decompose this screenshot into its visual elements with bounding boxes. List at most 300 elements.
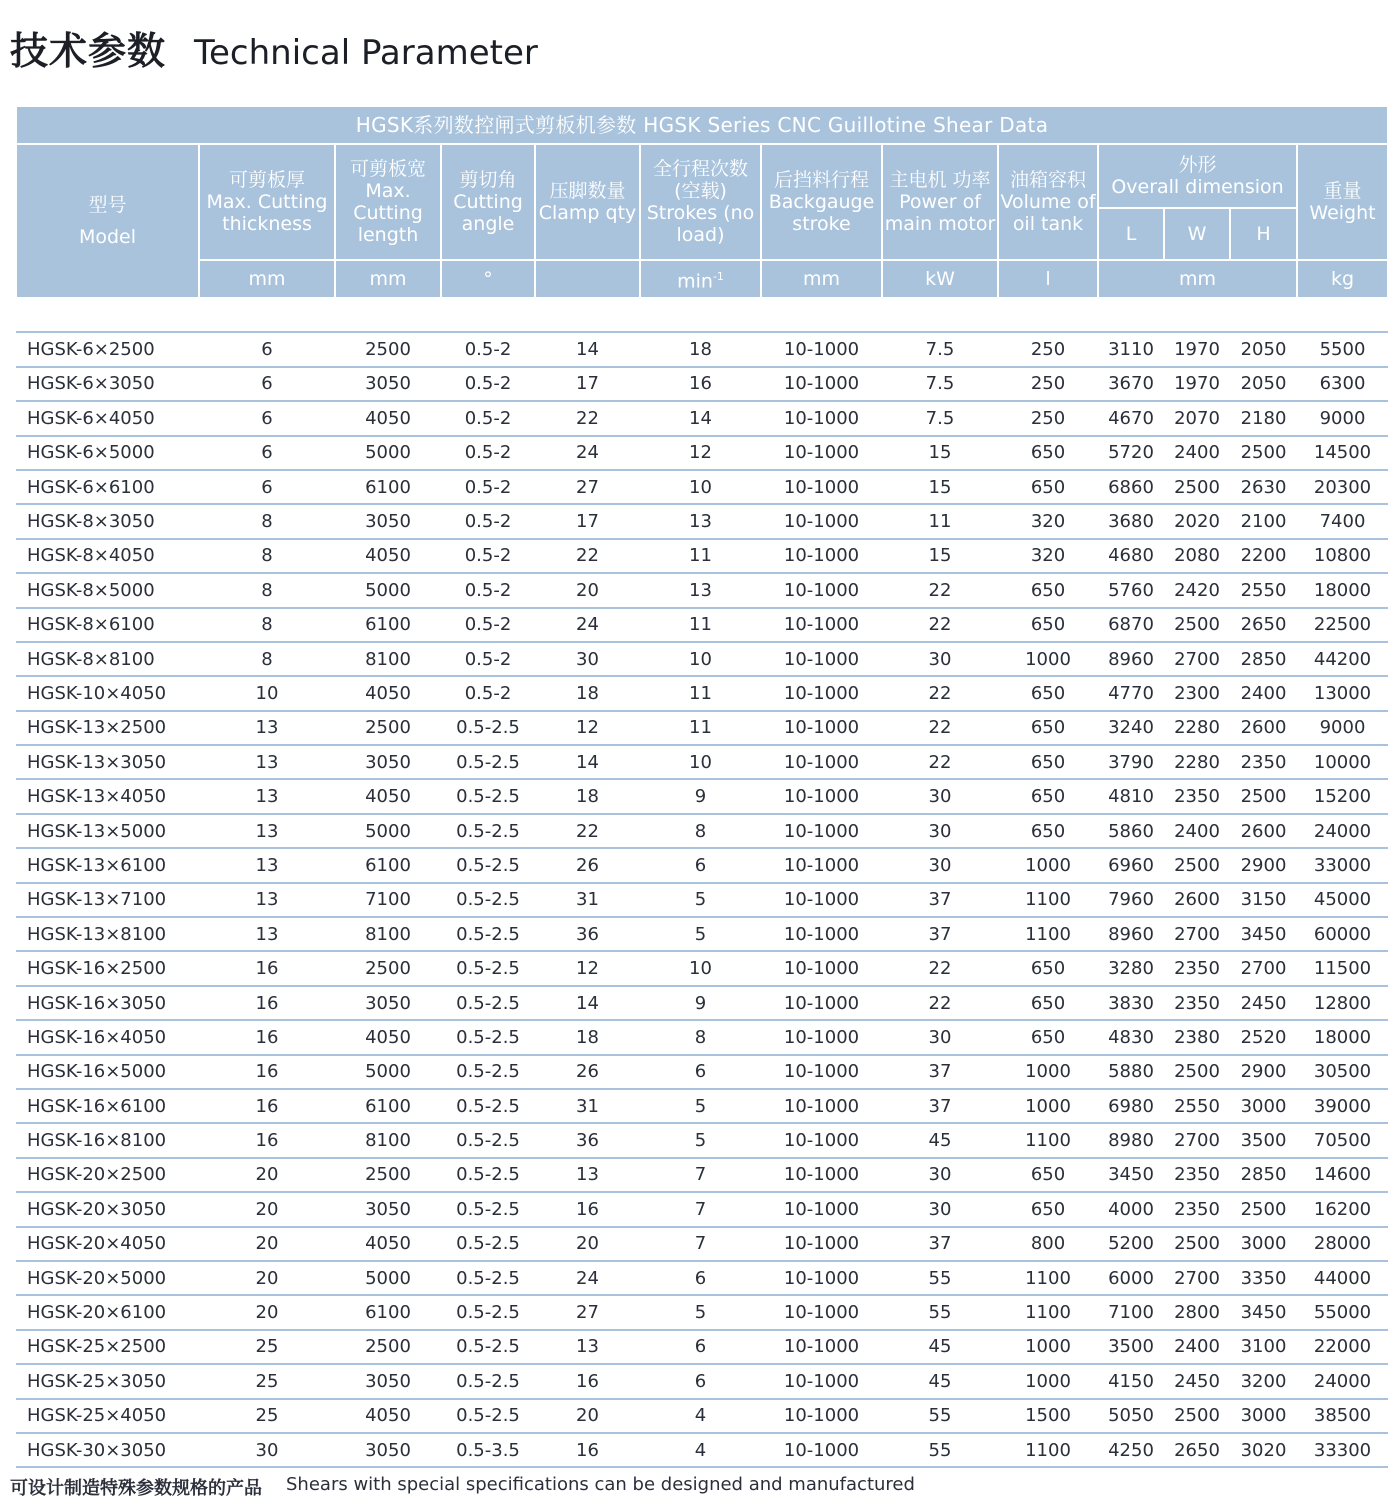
unit-weight: kg (1297, 260, 1388, 298)
cell-dim-w: 2400 (1164, 814, 1230, 848)
cell-length: 5000 (335, 1055, 441, 1089)
cell-power: 37 (882, 1089, 998, 1123)
cell-thickness: 16 (199, 1089, 335, 1123)
cell-strokes: 9 (640, 779, 761, 813)
cell-thickness: 13 (199, 917, 335, 951)
cell-dim-h: 3000 (1230, 1399, 1297, 1433)
cell-dim-l: 3240 (1098, 711, 1164, 745)
cell-volume: 650 (998, 745, 1098, 779)
cell-power: 37 (882, 917, 998, 951)
cell-volume: 1100 (998, 1433, 1098, 1467)
cell-dim-l: 5760 (1098, 573, 1164, 607)
cell-clamp: 18 (535, 1020, 640, 1054)
cell-weight: 9000 (1297, 401, 1388, 435)
cell-angle: 0.5-2.5 (441, 1227, 535, 1261)
cell-clamp: 22 (535, 539, 640, 573)
cell-model: HGSK-13×8100 (16, 917, 199, 951)
cell-power: 22 (882, 986, 998, 1020)
cell-length: 4050 (335, 1020, 441, 1054)
cell-strokes: 6 (640, 848, 761, 882)
cell-thickness: 8 (199, 504, 335, 538)
cell-dim-l: 3830 (1098, 986, 1164, 1020)
cell-dim-h: 3200 (1230, 1364, 1297, 1398)
header-length-cn: 可剪板宽 (349, 158, 426, 180)
header-volume-cn: 油箱容积 (1009, 169, 1086, 191)
cell-length: 2500 (335, 1330, 441, 1364)
table-row (16, 1089, 1388, 1123)
cell-dim-h: 2550 (1230, 573, 1297, 607)
cell-weight: 10000 (1297, 745, 1388, 779)
header-length (335, 144, 441, 260)
cell-dim-l: 6860 (1098, 470, 1164, 504)
cell-dim-w: 2500 (1164, 848, 1230, 882)
cell-thickness: 8 (199, 539, 335, 573)
cell-strokes: 6 (640, 1330, 761, 1364)
table-row (16, 1330, 1388, 1364)
cell-weight: 14600 (1297, 1158, 1388, 1192)
cell-dim-l: 6870 (1098, 608, 1164, 642)
cell-angle: 0.5-2.5 (441, 1364, 535, 1398)
header-dimension-cn: 外形 (1178, 154, 1217, 176)
cell-clamp: 36 (535, 917, 640, 951)
cell-power: 22 (882, 608, 998, 642)
cell-angle: 0.5-2.5 (441, 1295, 535, 1329)
cell-angle: 0.5-2 (441, 401, 535, 435)
cell-model: HGSK-16×6100 (16, 1089, 199, 1123)
cell-volume: 1000 (998, 1055, 1098, 1089)
header-thickness (199, 144, 335, 260)
cell-dim-w: 2500 (1164, 608, 1230, 642)
cell-strokes: 7 (640, 1158, 761, 1192)
cell-model: HGSK-16×8100 (16, 1123, 199, 1157)
cell-weight: 22000 (1297, 1330, 1388, 1364)
cell-volume: 1000 (998, 1089, 1098, 1123)
cell-strokes: 7 (640, 1227, 761, 1261)
cell-volume: 650 (998, 676, 1098, 710)
cell-power: 22 (882, 573, 998, 607)
cell-dim-l: 4810 (1098, 779, 1164, 813)
cell-angle: 0.5-2.5 (441, 1261, 535, 1295)
cell-backgauge: 10-1000 (761, 1330, 882, 1364)
cell-thickness: 16 (199, 951, 335, 985)
cell-dim-w: 2700 (1164, 642, 1230, 676)
cell-clamp: 14 (535, 745, 640, 779)
cell-weight: 33000 (1297, 848, 1388, 882)
unit-strokes-base: min (677, 270, 713, 293)
cell-backgauge: 10-1000 (761, 1192, 882, 1226)
cell-dim-w: 2600 (1164, 883, 1230, 917)
table-row (16, 951, 1388, 985)
cell-strokes: 5 (640, 1089, 761, 1123)
table-row (16, 1364, 1388, 1398)
cell-clamp: 16 (535, 1364, 640, 1398)
unit-strokes (640, 260, 761, 298)
table-row (16, 539, 1388, 573)
cell-backgauge: 10-1000 (761, 1020, 882, 1054)
cell-angle: 0.5-2.5 (441, 848, 535, 882)
cell-backgauge: 10-1000 (761, 917, 882, 951)
cell-strokes: 5 (640, 1123, 761, 1157)
table-row (16, 504, 1388, 538)
cell-weight: 24000 (1297, 814, 1388, 848)
cell-backgauge: 10-1000 (761, 1261, 882, 1295)
cell-clamp: 31 (535, 883, 640, 917)
header-angle (441, 144, 535, 260)
cell-dim-h: 2700 (1230, 951, 1297, 985)
cell-dim-h: 2600 (1230, 711, 1297, 745)
cell-backgauge: 10-1000 (761, 436, 882, 470)
cell-clamp: 24 (535, 1261, 640, 1295)
cell-length: 5000 (335, 573, 441, 607)
cell-power: 55 (882, 1399, 998, 1433)
header-dimension-w: W (1164, 208, 1230, 260)
cell-strokes: 7 (640, 1192, 761, 1226)
cell-power: 7.5 (882, 332, 998, 366)
cell-model: HGSK-20×6100 (16, 1295, 199, 1329)
table-row (16, 814, 1388, 848)
cell-dim-h: 2180 (1230, 401, 1297, 435)
cell-model: HGSK-16×2500 (16, 951, 199, 985)
cell-length: 2500 (335, 1158, 441, 1192)
cell-thickness: 13 (199, 745, 335, 779)
cell-dim-h: 3350 (1230, 1261, 1297, 1295)
cell-power: 37 (882, 883, 998, 917)
cell-dim-w: 2280 (1164, 745, 1230, 779)
cell-dim-h: 3450 (1230, 1295, 1297, 1329)
cell-thickness: 13 (199, 779, 335, 813)
table-row (16, 779, 1388, 813)
cell-weight: 45000 (1297, 883, 1388, 917)
cell-volume: 1500 (998, 1399, 1098, 1433)
table-row (16, 470, 1388, 504)
cell-weight: 12800 (1297, 986, 1388, 1020)
cell-length: 3050 (335, 1433, 441, 1467)
cell-angle: 0.5-2.5 (441, 1399, 535, 1433)
cell-thickness: 6 (199, 436, 335, 470)
header-dimension-en: Overall dimension (1111, 176, 1284, 198)
header-backgauge-en: Backgauge stroke (768, 191, 875, 235)
cell-strokes: 10 (640, 745, 761, 779)
cell-strokes: 5 (640, 883, 761, 917)
cell-weight: 18000 (1297, 573, 1388, 607)
cell-volume: 650 (998, 608, 1098, 642)
cell-dim-l: 3790 (1098, 745, 1164, 779)
cell-thickness: 13 (199, 814, 335, 848)
cell-thickness: 25 (199, 1330, 335, 1364)
table-row (16, 1192, 1388, 1226)
cell-dim-h: 2500 (1230, 1192, 1297, 1226)
cell-volume: 1100 (998, 1261, 1098, 1295)
cell-power: 30 (882, 814, 998, 848)
header-strokes (640, 144, 761, 260)
cell-dim-w: 2380 (1164, 1020, 1230, 1054)
cell-strokes: 5 (640, 1295, 761, 1329)
cell-backgauge: 10-1000 (761, 848, 882, 882)
cell-dim-w: 2450 (1164, 1364, 1230, 1398)
cell-length: 8100 (335, 1123, 441, 1157)
cell-model: HGSK-8×4050 (16, 539, 199, 573)
cell-dim-h: 2100 (1230, 504, 1297, 538)
cell-strokes: 16 (640, 367, 761, 401)
cell-thickness: 20 (199, 1295, 335, 1329)
header-strokes-cn: 全行程次数 (空载) (652, 158, 748, 202)
page-title (10, 20, 538, 72)
cell-strokes: 11 (640, 608, 761, 642)
cell-thickness: 6 (199, 470, 335, 504)
cell-strokes: 11 (640, 676, 761, 710)
cell-dim-w: 2700 (1164, 917, 1230, 951)
cell-dim-h: 2400 (1230, 676, 1297, 710)
cell-model: HGSK-8×6100 (16, 608, 199, 642)
cell-clamp: 20 (535, 1227, 640, 1261)
cell-angle: 0.5-2 (441, 436, 535, 470)
cell-dim-h: 2630 (1230, 470, 1297, 504)
cell-thickness: 6 (199, 367, 335, 401)
table-row (16, 917, 1388, 951)
cell-power: 30 (882, 1192, 998, 1226)
cell-dim-w: 2400 (1164, 1330, 1230, 1364)
cell-power: 7.5 (882, 401, 998, 435)
cell-model: HGSK-8×5000 (16, 573, 199, 607)
cell-volume: 1000 (998, 642, 1098, 676)
cell-dim-w: 2350 (1164, 986, 1230, 1020)
cell-clamp: 16 (535, 1192, 640, 1226)
cell-volume: 650 (998, 814, 1098, 848)
cell-weight: 6300 (1297, 367, 1388, 401)
cell-volume: 650 (998, 779, 1098, 813)
cell-length: 3050 (335, 367, 441, 401)
cell-volume: 250 (998, 332, 1098, 366)
cell-thickness: 20 (199, 1192, 335, 1226)
cell-power: 45 (882, 1123, 998, 1157)
cell-strokes: 6 (640, 1261, 761, 1295)
cell-power: 15 (882, 470, 998, 504)
cell-weight: 14500 (1297, 436, 1388, 470)
cell-dim-h: 2050 (1230, 332, 1297, 366)
unit-thickness: mm (199, 260, 335, 298)
cell-backgauge: 10-1000 (761, 1123, 882, 1157)
cell-model: HGSK-25×2500 (16, 1330, 199, 1364)
cell-thickness: 13 (199, 848, 335, 882)
header-clamp-cn: 压脚数量 (549, 180, 626, 202)
cell-backgauge: 10-1000 (761, 883, 882, 917)
cell-dim-h: 3020 (1230, 1433, 1297, 1467)
cell-volume: 800 (998, 1227, 1098, 1261)
cell-length: 3050 (335, 1192, 441, 1226)
cell-clamp: 16 (535, 1433, 640, 1467)
unit-backgauge: mm (761, 260, 882, 298)
unit-volume: l (998, 260, 1098, 298)
cell-dim-l: 6980 (1098, 1089, 1164, 1123)
table-row (16, 401, 1388, 435)
cell-angle: 0.5-2.5 (441, 814, 535, 848)
cell-power: 55 (882, 1433, 998, 1467)
cell-angle: 0.5-2 (441, 367, 535, 401)
cell-dim-w: 2650 (1164, 1433, 1230, 1467)
cell-clamp: 26 (535, 1055, 640, 1089)
cell-model: HGSK-6×4050 (16, 401, 199, 435)
cell-power: 30 (882, 848, 998, 882)
cell-angle: 0.5-2.5 (441, 1330, 535, 1364)
cell-dim-w: 1970 (1164, 332, 1230, 366)
cell-weight: 70500 (1297, 1123, 1388, 1157)
cell-dim-l: 3680 (1098, 504, 1164, 538)
cell-model: HGSK-6×2500 (16, 332, 199, 366)
cell-weight: 24000 (1297, 1364, 1388, 1398)
cell-thickness: 25 (199, 1364, 335, 1398)
cell-angle: 0.5-2.5 (441, 986, 535, 1020)
cell-clamp: 24 (535, 436, 640, 470)
header-volume-en: Volume of oil tank (1000, 191, 1096, 235)
cell-power: 7.5 (882, 367, 998, 401)
cell-volume: 1100 (998, 1295, 1098, 1329)
cell-dim-l: 3500 (1098, 1330, 1164, 1364)
cell-angle: 0.5-2.5 (441, 1158, 535, 1192)
cell-angle: 0.5-2.5 (441, 1123, 535, 1157)
cell-weight: 60000 (1297, 917, 1388, 951)
cell-length: 2500 (335, 332, 441, 366)
cell-weight: 15200 (1297, 779, 1388, 813)
header-clamp (535, 144, 640, 260)
cell-dim-l: 8980 (1098, 1123, 1164, 1157)
cell-volume: 1000 (998, 1330, 1098, 1364)
cell-dim-h: 2350 (1230, 745, 1297, 779)
cell-dim-w: 2020 (1164, 504, 1230, 538)
footnote-cn: 可设计制造特殊参数规格的产品 (10, 1478, 262, 1499)
cell-dim-h: 2450 (1230, 986, 1297, 1020)
cell-volume: 250 (998, 367, 1098, 401)
cell-dim-l: 5200 (1098, 1227, 1164, 1261)
header-clamp-en: Clamp qty (538, 202, 637, 224)
cell-power: 30 (882, 1020, 998, 1054)
cell-power: 22 (882, 676, 998, 710)
cell-angle: 0.5-2.5 (441, 711, 535, 745)
spec-table-container (15, 105, 1387, 1468)
cell-power: 55 (882, 1261, 998, 1295)
cell-length: 6100 (335, 848, 441, 882)
header-dimension-h: H (1230, 208, 1297, 260)
cell-angle: 0.5-2 (441, 539, 535, 573)
cell-length: 6100 (335, 1295, 441, 1329)
table-row (16, 436, 1388, 470)
cell-volume: 320 (998, 504, 1098, 538)
cell-dim-l: 3450 (1098, 1158, 1164, 1192)
cell-strokes: 6 (640, 1364, 761, 1398)
cell-volume: 650 (998, 470, 1098, 504)
cell-angle: 0.5-2 (441, 332, 535, 366)
cell-dim-w: 1970 (1164, 367, 1230, 401)
header-power (882, 144, 998, 260)
cell-weight: 33300 (1297, 1433, 1388, 1467)
cell-length: 2500 (335, 951, 441, 985)
cell-angle: 0.5-2.5 (441, 745, 535, 779)
cell-clamp: 13 (535, 1158, 640, 1192)
cell-angle: 0.5-2 (441, 573, 535, 607)
cell-angle: 0.5-2 (441, 642, 535, 676)
cell-strokes: 9 (640, 986, 761, 1020)
header-weight-cn: 重量 (1323, 180, 1362, 202)
cell-dim-l: 5860 (1098, 814, 1164, 848)
table-row (16, 1055, 1388, 1089)
cell-model: HGSK-13×3050 (16, 745, 199, 779)
cell-dim-l: 5880 (1098, 1055, 1164, 1089)
cell-dim-w: 2800 (1164, 1295, 1230, 1329)
cell-dim-l: 4000 (1098, 1192, 1164, 1226)
header-thickness-cn: 可剪板厚 (228, 169, 305, 191)
cell-thickness: 16 (199, 1055, 335, 1089)
cell-angle: 0.5-2.5 (441, 951, 535, 985)
cell-length: 4050 (335, 1227, 441, 1261)
cell-volume: 1000 (998, 848, 1098, 882)
cell-backgauge: 10-1000 (761, 1158, 882, 1192)
cell-dim-h: 2500 (1230, 436, 1297, 470)
table-header (16, 106, 1388, 298)
cell-model: HGSK-8×3050 (16, 504, 199, 538)
cell-backgauge: 10-1000 (761, 642, 882, 676)
cell-model: HGSK-16×4050 (16, 1020, 199, 1054)
table-row (16, 986, 1388, 1020)
cell-strokes: 10 (640, 470, 761, 504)
cell-angle: 0.5-2.5 (441, 883, 535, 917)
table-row (16, 573, 1388, 607)
cell-angle: 0.5-2 (441, 608, 535, 642)
cell-thickness: 13 (199, 883, 335, 917)
cell-length: 4050 (335, 1399, 441, 1433)
cell-dim-w: 2070 (1164, 401, 1230, 435)
unit-angle: ° (441, 260, 535, 298)
cell-backgauge: 10-1000 (761, 332, 882, 366)
cell-clamp: 27 (535, 470, 640, 504)
cell-thickness: 20 (199, 1261, 335, 1295)
cell-dim-h: 3000 (1230, 1227, 1297, 1261)
unit-power: kW (882, 260, 998, 298)
cell-power: 30 (882, 642, 998, 676)
footnote-en: Shears with special specifications can be designed and manufactured (286, 1474, 915, 1495)
table-row (16, 745, 1388, 779)
cell-dim-l: 3110 (1098, 332, 1164, 366)
cell-dim-h: 3450 (1230, 917, 1297, 951)
footnote (10, 1474, 915, 1500)
cell-weight: 16200 (1297, 1192, 1388, 1226)
cell-thickness: 8 (199, 642, 335, 676)
cell-thickness: 20 (199, 1227, 335, 1261)
cell-dim-l: 3670 (1098, 367, 1164, 401)
table-row (16, 1020, 1388, 1054)
cell-clamp: 26 (535, 848, 640, 882)
cell-angle: 0.5-3.5 (441, 1433, 535, 1467)
header-model (16, 144, 199, 298)
cell-thickness: 13 (199, 711, 335, 745)
cell-length: 5000 (335, 814, 441, 848)
cell-weight: 7400 (1297, 504, 1388, 538)
cell-dim-h: 2600 (1230, 814, 1297, 848)
cell-angle: 0.5-2.5 (441, 1020, 535, 1054)
cell-dim-w: 2080 (1164, 539, 1230, 573)
cell-thickness: 8 (199, 573, 335, 607)
cell-model: HGSK-16×3050 (16, 986, 199, 1020)
spec-table (15, 105, 1389, 1468)
cell-weight: 5500 (1297, 332, 1388, 366)
cell-thickness: 20 (199, 1158, 335, 1192)
cell-dim-l: 5050 (1098, 1399, 1164, 1433)
cell-dim-h: 2650 (1230, 608, 1297, 642)
table-row (16, 1261, 1388, 1295)
cell-dim-w: 2300 (1164, 676, 1230, 710)
cell-volume: 650 (998, 436, 1098, 470)
cell-strokes: 12 (640, 436, 761, 470)
cell-length: 8100 (335, 642, 441, 676)
cell-volume: 1100 (998, 883, 1098, 917)
